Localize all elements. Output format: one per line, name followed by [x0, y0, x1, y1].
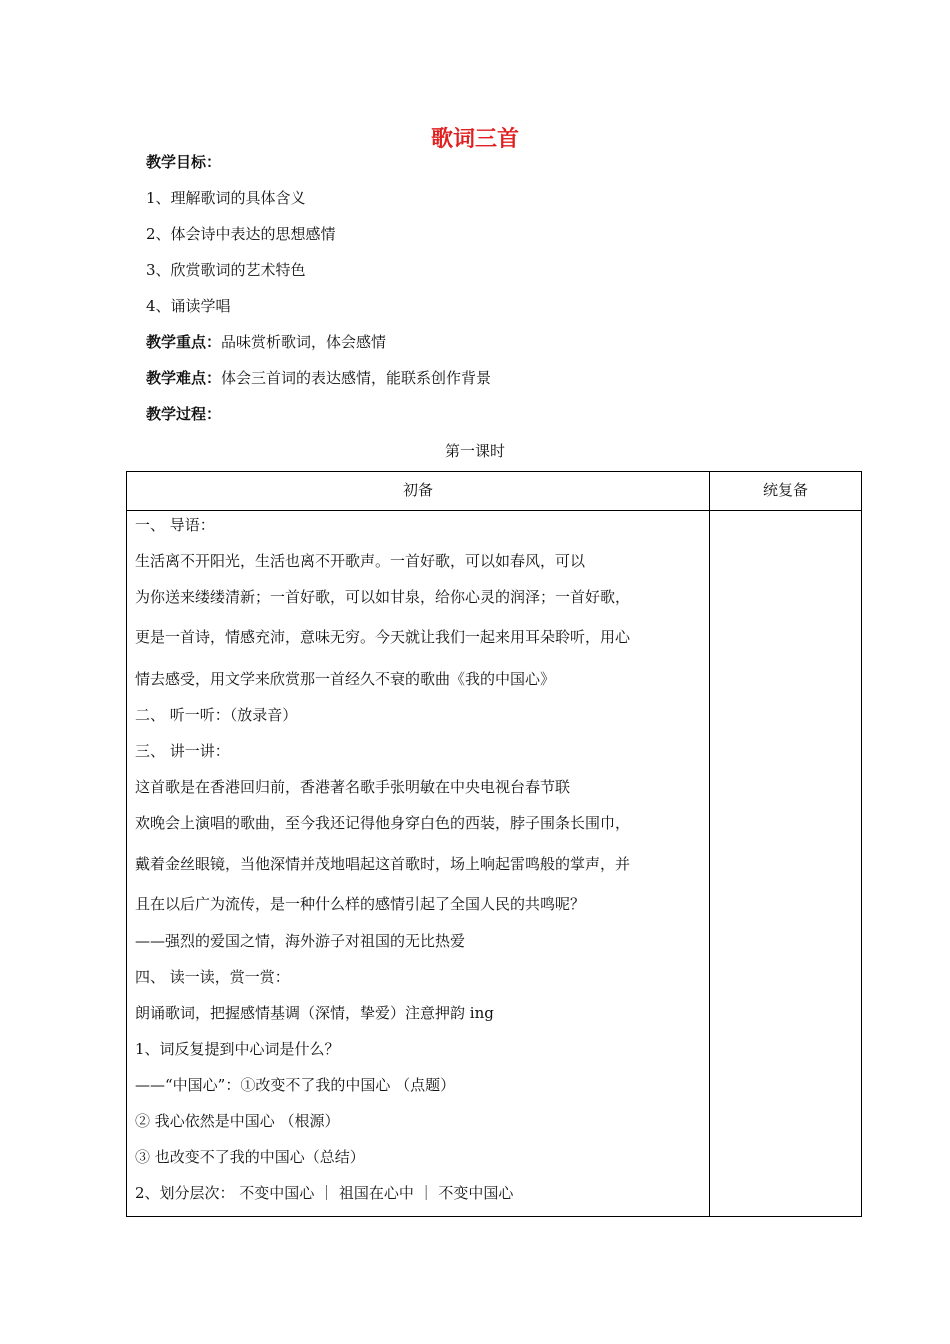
table-line: 更是一首诗，情感充沛，意味无穷。今天就让我们一起来用耳朵聆听，用心: [135, 628, 631, 646]
table-line: 二、 听一听：（放录音）: [135, 706, 298, 724]
table-line: 朗诵歌词，把握感情基调（深情，挚爱）注意押韵 ing: [135, 1004, 494, 1022]
objective-item: 1、理解歌词的具体含义: [146, 189, 306, 207]
objective-item: 3、欣赏歌词的艺术特色: [146, 261, 306, 279]
difficulties: [146, 368, 491, 388]
difficulties-label: 教学难点：: [146, 369, 222, 387]
header-initial-prep: 初备: [402, 481, 433, 499]
document-title: 歌词三首: [430, 127, 519, 152]
table-line: ③ 也改变不了我的中国心（总结）: [135, 1148, 365, 1166]
table-line: 四、 读一读，赏一赏：: [135, 968, 290, 986]
table-line: 一、 导语：: [135, 516, 215, 534]
header-divider: [127, 510, 861, 511]
table-line: 2、划分层次： 不变中国心 ｜ 祖国在心中 ｜ 不变中国心: [135, 1184, 514, 1202]
table-line: 戴着金丝眼镜，当他深情并茂地唱起这首歌时，场上响起雷鸣般的掌声，并: [135, 855, 631, 873]
table-line: 欢晚会上演唱的歌曲，至今我还记得他身穿白色的西装，脖子围条长围巾，: [135, 814, 631, 832]
table-line: ② 我心依然是中国心 （根源）: [135, 1112, 340, 1130]
key-points: [146, 332, 386, 352]
header-revision-prep: 统复备: [762, 481, 808, 499]
objective-item: 4、诵读学唱: [146, 297, 231, 315]
process-label: 教学过程：: [146, 405, 222, 423]
table-line: 三、 讲一讲：: [135, 742, 230, 760]
objectives-label: 教学目标：: [146, 153, 222, 171]
table-line: ——“中国心”：①改变不了我的中国心 （点题）: [135, 1076, 456, 1094]
key-points-text: 品味赏析歌词，体会感情: [221, 333, 387, 351]
table-line: ——强烈的爱国之情，海外游子对祖国的无比热爱: [135, 932, 466, 950]
difficulties-text: 体会三首词的表达感情，能联系创作背景: [221, 369, 492, 387]
lesson-table: [126, 471, 862, 1217]
table-line: 为你送来缕缕清新；一首好歌，可以如甘泉，给你心灵的润泽；一首好歌，: [135, 588, 631, 606]
table-line: 且在以后广为流传，是一种什么样的感情引起了全国人民的共鸣呢？: [135, 895, 586, 913]
column-divider: [709, 472, 710, 1216]
objective-item: 2、体会诗中表达的思想感情: [146, 225, 336, 243]
table-line: 1、词反复提到中心词是什么？: [135, 1040, 340, 1058]
table-line: 生活离不开阳光，生活也离不开歌声。一首好歌，可以如春风，可以: [135, 552, 586, 570]
table-line: 这首歌是在香港回归前，香港著名歌手张明敏在中央电视台春节联: [135, 778, 571, 796]
key-points-label: 教学重点：: [146, 333, 222, 351]
table-line: 情去感受，用文学来欣赏那一首经久不衰的歌曲《我的中国心》: [135, 670, 556, 688]
session-title: 第一课时: [444, 442, 505, 460]
